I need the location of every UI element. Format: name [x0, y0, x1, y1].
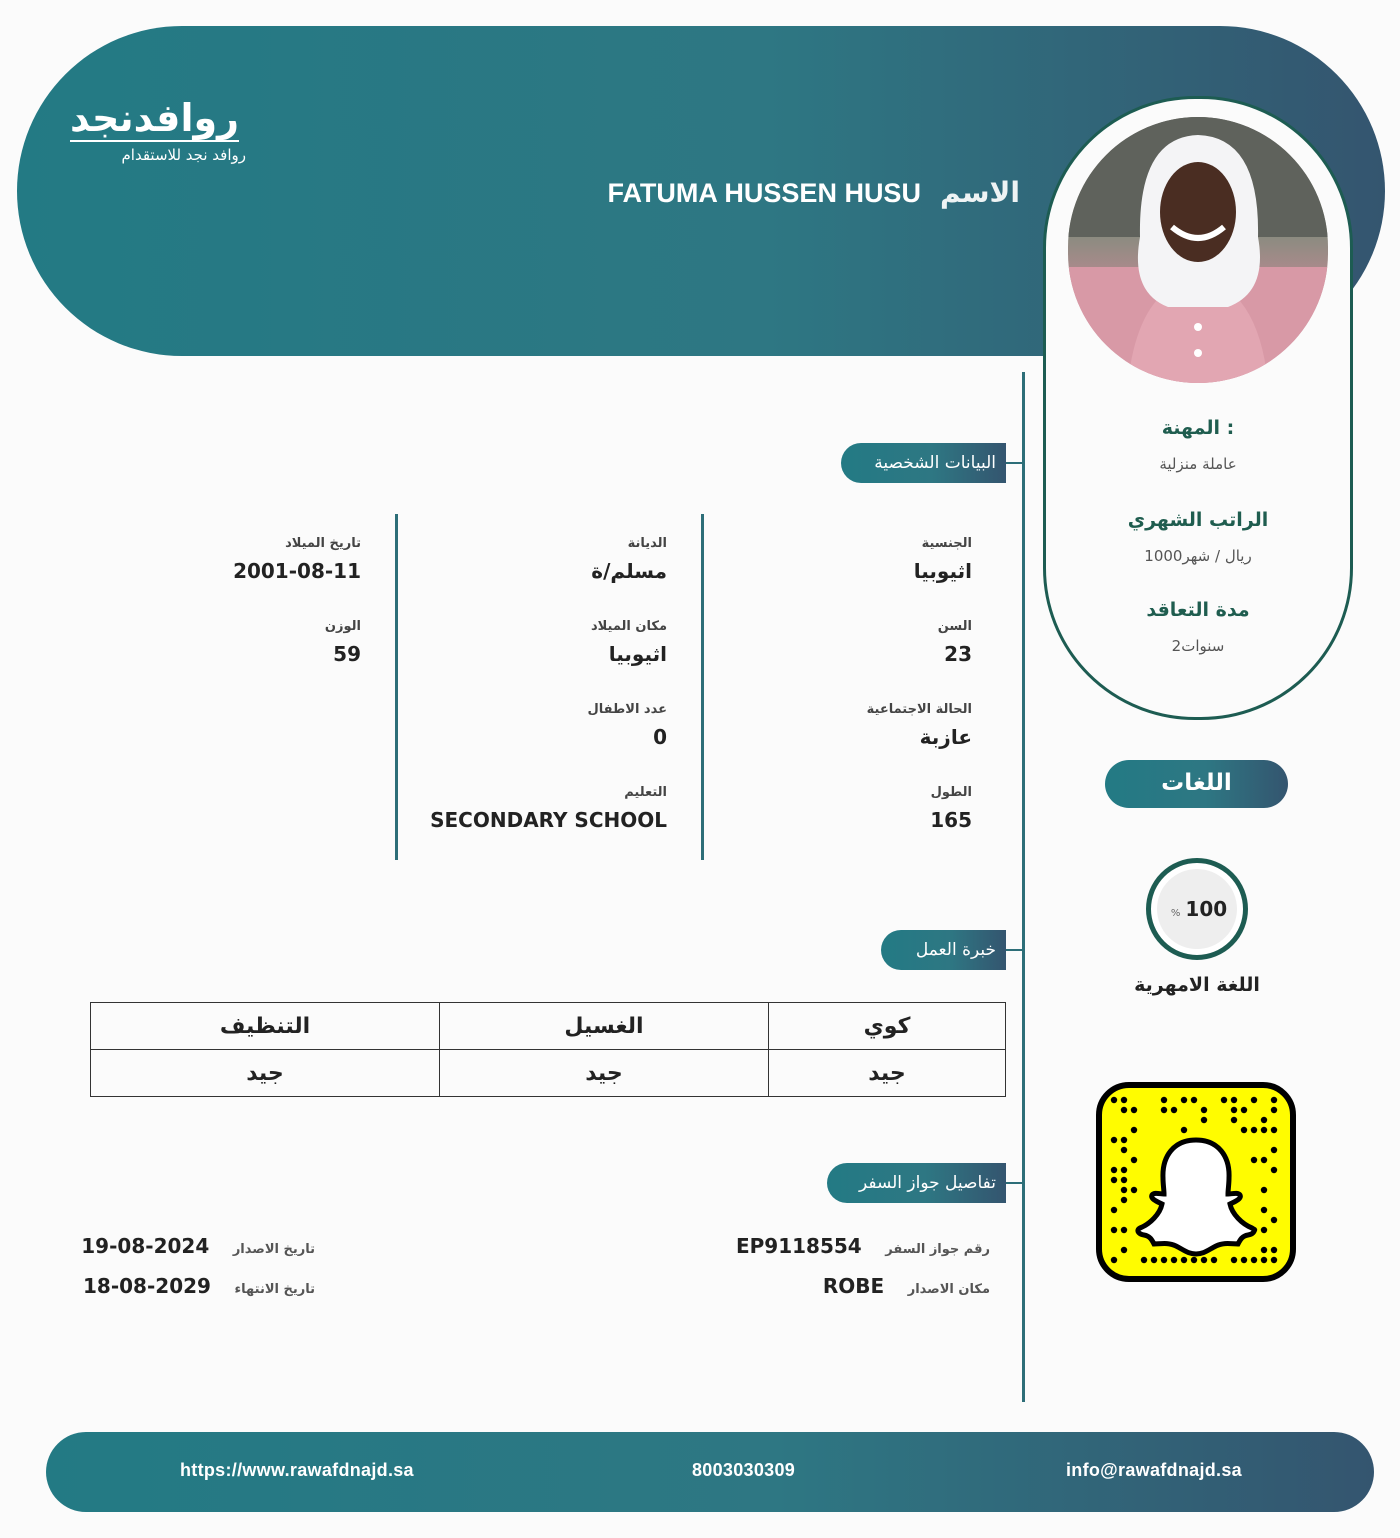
field-religion	[407, 536, 667, 583]
table-row	[91, 1050, 1006, 1097]
contract-value: 2سنوات	[1171, 637, 1225, 655]
field-value: EP9118554	[735, 1234, 862, 1258]
profile-card	[1043, 96, 1353, 720]
snapchat-code[interactable]	[1096, 1082, 1296, 1282]
phone-number[interactable]: 8003030309	[692, 1460, 796, 1480]
logo-mark: روافدنجد	[70, 96, 239, 140]
field-nationality	[712, 536, 972, 583]
timeline-tick	[1006, 1182, 1022, 1184]
field-value: SECONDARY SCHOOL	[430, 808, 667, 832]
field-label: رقم جواز السفر	[885, 1242, 990, 1257]
timeline-tick	[1006, 949, 1022, 951]
field-children	[407, 702, 667, 749]
field-label: السن	[937, 619, 972, 634]
worker-photo	[1068, 117, 1328, 383]
worker-name: FATUMA HUSSEN HUSU	[607, 178, 921, 208]
table-header-row	[91, 1003, 1006, 1050]
language-progress-ring	[1146, 858, 1248, 960]
field-height	[712, 785, 972, 832]
email-link[interactable]: info@rawafdnajd.sa	[1066, 1460, 1242, 1480]
level-cell: جيد	[440, 1050, 769, 1097]
logo-tagline: روافد نجد للاستقدام	[121, 146, 246, 164]
level-cell: جيد	[769, 1050, 1006, 1097]
passport-issue	[81, 1234, 315, 1258]
field-value: اثيوبيا	[913, 559, 972, 583]
field-label: تاريخ الميلاد	[285, 536, 361, 551]
section-personal: البيانات الشخصية	[841, 443, 1006, 483]
level-cell: جيد	[91, 1050, 440, 1097]
percent-unit: %	[1170, 908, 1181, 919]
occupation-value: عاملة منزلية	[1159, 455, 1237, 473]
field-value: مسلم/ة	[591, 559, 667, 583]
salary-label: الراتب الشهري	[1127, 509, 1269, 531]
field-value: 0	[653, 725, 667, 749]
field-age	[712, 619, 972, 666]
language-name: اللغة الامهرية	[1134, 974, 1260, 996]
section-experience: خبرة العمل	[881, 930, 1006, 970]
percent-value: 100	[1185, 897, 1228, 921]
footer-bar	[46, 1432, 1374, 1512]
field-value: اثيوبيا	[608, 642, 667, 666]
field-label: مكان الاصدار	[907, 1282, 990, 1297]
experience-table	[90, 1002, 1006, 1097]
column-divider	[701, 514, 704, 860]
header-cell: الغسيل	[440, 1003, 769, 1050]
name-label: الاسم	[940, 176, 1020, 209]
field-education	[407, 785, 667, 832]
website-link[interactable]: https://www.rawafdnajd.sa	[180, 1460, 414, 1480]
name-row	[560, 176, 1020, 209]
field-value: 59	[333, 642, 361, 666]
field-marital	[712, 702, 972, 749]
occupation-label: المهنة :	[1161, 417, 1235, 439]
field-label: الحالة الاجتماعية	[866, 702, 972, 717]
column-divider	[395, 514, 398, 860]
language-percent	[1157, 869, 1237, 949]
field-label: الطول	[930, 785, 972, 800]
field-label: التعليم	[624, 785, 667, 800]
timeline-line	[1022, 372, 1025, 1402]
field-birthdate	[101, 536, 361, 583]
field-label: تاريخ الانتهاء	[234, 1282, 315, 1297]
company-logo	[70, 98, 250, 164]
header-cell: كوي	[769, 1003, 1006, 1050]
header-cell: التنظيف	[91, 1003, 440, 1050]
field-label: الديانة	[627, 536, 667, 551]
field-value: 2024-08-19	[81, 1234, 210, 1258]
field-label: مكان الميلاد	[590, 619, 667, 634]
field-value: 23	[944, 642, 972, 666]
field-label: عدد الاطفال	[587, 702, 667, 717]
field-label: الوزن	[324, 619, 361, 634]
field-label: تاريخ الاصدار	[232, 1242, 315, 1257]
field-value: 165	[930, 808, 972, 832]
field-birthplace	[407, 619, 667, 666]
field-value: عازبة	[919, 725, 972, 749]
field-value: 2001-08-11	[233, 559, 361, 583]
contract-label: مدة التعاقد	[1146, 599, 1250, 621]
section-passport: تفاصيل جواز السفر	[827, 1163, 1006, 1203]
languages-title: اللغات	[1105, 760, 1288, 808]
field-value: 2029-08-18	[82, 1274, 211, 1298]
salary-value: 1000ريال / شهر	[1144, 547, 1252, 565]
field-weight	[101, 619, 361, 666]
passport-place	[823, 1274, 990, 1298]
field-label: الجنسية	[921, 536, 972, 551]
passport-expiry	[83, 1274, 315, 1298]
timeline-tick	[1006, 462, 1022, 464]
field-value: ROBE	[822, 1274, 885, 1298]
passport-number	[736, 1234, 990, 1258]
